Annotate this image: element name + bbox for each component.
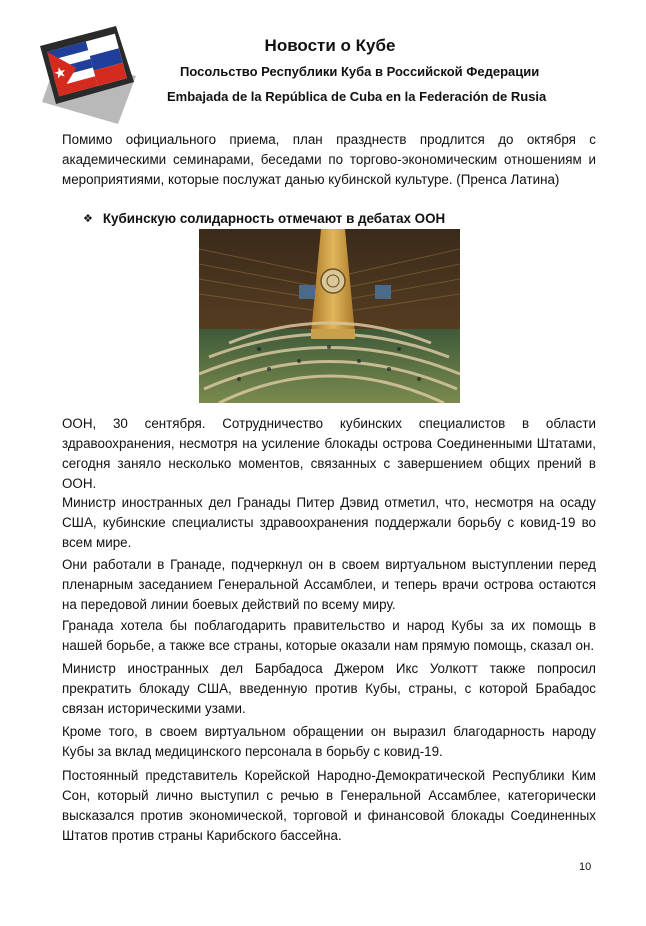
article-paragraph: ООН, 30 сентября. Сотрудничество кубинских специалистов в области здравоохранения, несмотря на усиление блокады острова Соединенными Штатами, сегодня заняло несколько моментов, связанных с завершением общих прений в ООН. <box>62 416 596 491</box>
article-paragraph: Кроме того, в своем виртуальном обращении он выразил благодарность народу Кубы за вклад медицинского персонала в борьбу с ковид-19. <box>62 724 596 759</box>
page-title: Новости о Кубе <box>264 36 396 55</box>
article-paragraph: Министр иностранных дел Барбадоса Джером Икс Уолкотт также попросил прекратить блокаду США, введенную против Кубы, страны, с которой Брабадос связан историческими узами. <box>62 661 596 716</box>
page-number: 10 <box>579 861 592 873</box>
embassy-name-es: Embajada de la República de Cuba en la Federación de Rusia <box>167 89 547 104</box>
intro-paragraph: Помимо официального приема, план празднеств продлится до октября с академическими семинарами, беседами по торгово-экономическим отношениям и мероприятиями, которые послужат данью кубинской культуре. (Пренса Латина) <box>62 132 596 187</box>
article-paragraph: Гранада хотела бы поблагодарить правительство и народ Кубы за их помощь в нашей борьбе, а также все страны, которые оказали нам прямую помощь, сказал он. <box>62 618 596 653</box>
article-headline <box>83 211 445 226</box>
article-paragraph: Министр иностранных дел Гранады Питер Дэвид отметил, что, несмотря на осаду США, кубинские специалисты здравоохранения поддержали борьбу с ковид-19 во всем мире. <box>62 495 596 550</box>
article-paragraph: Они работали в Гранаде, подчеркнул он в своем виртуальном выступлении перед пленарным заседанием Генеральной Ассамблеи, и теперь врачи острова остаются на передовой линии боевых действий по всему миру. <box>62 557 596 612</box>
article-headline-text: Кубинскую солидарность отмечают в дебатах ООН <box>102 211 446 226</box>
embassy-name-ru: Посольство Республики Куба в Российской Федерации <box>180 64 540 79</box>
un-general-assembly-hall-photo <box>199 229 460 403</box>
article-paragraph: Постоянный представитель Корейской Народно-Демократической Республики Ким Сон, который лично выступил с речью в Генеральной Ассамблее, категорически высказался против экономической, торговой и финансовой блокады Соединенных Штатов против страны Карибского бассейна. <box>62 768 596 843</box>
diamond-bullet-icon: ❖ <box>83 213 93 225</box>
